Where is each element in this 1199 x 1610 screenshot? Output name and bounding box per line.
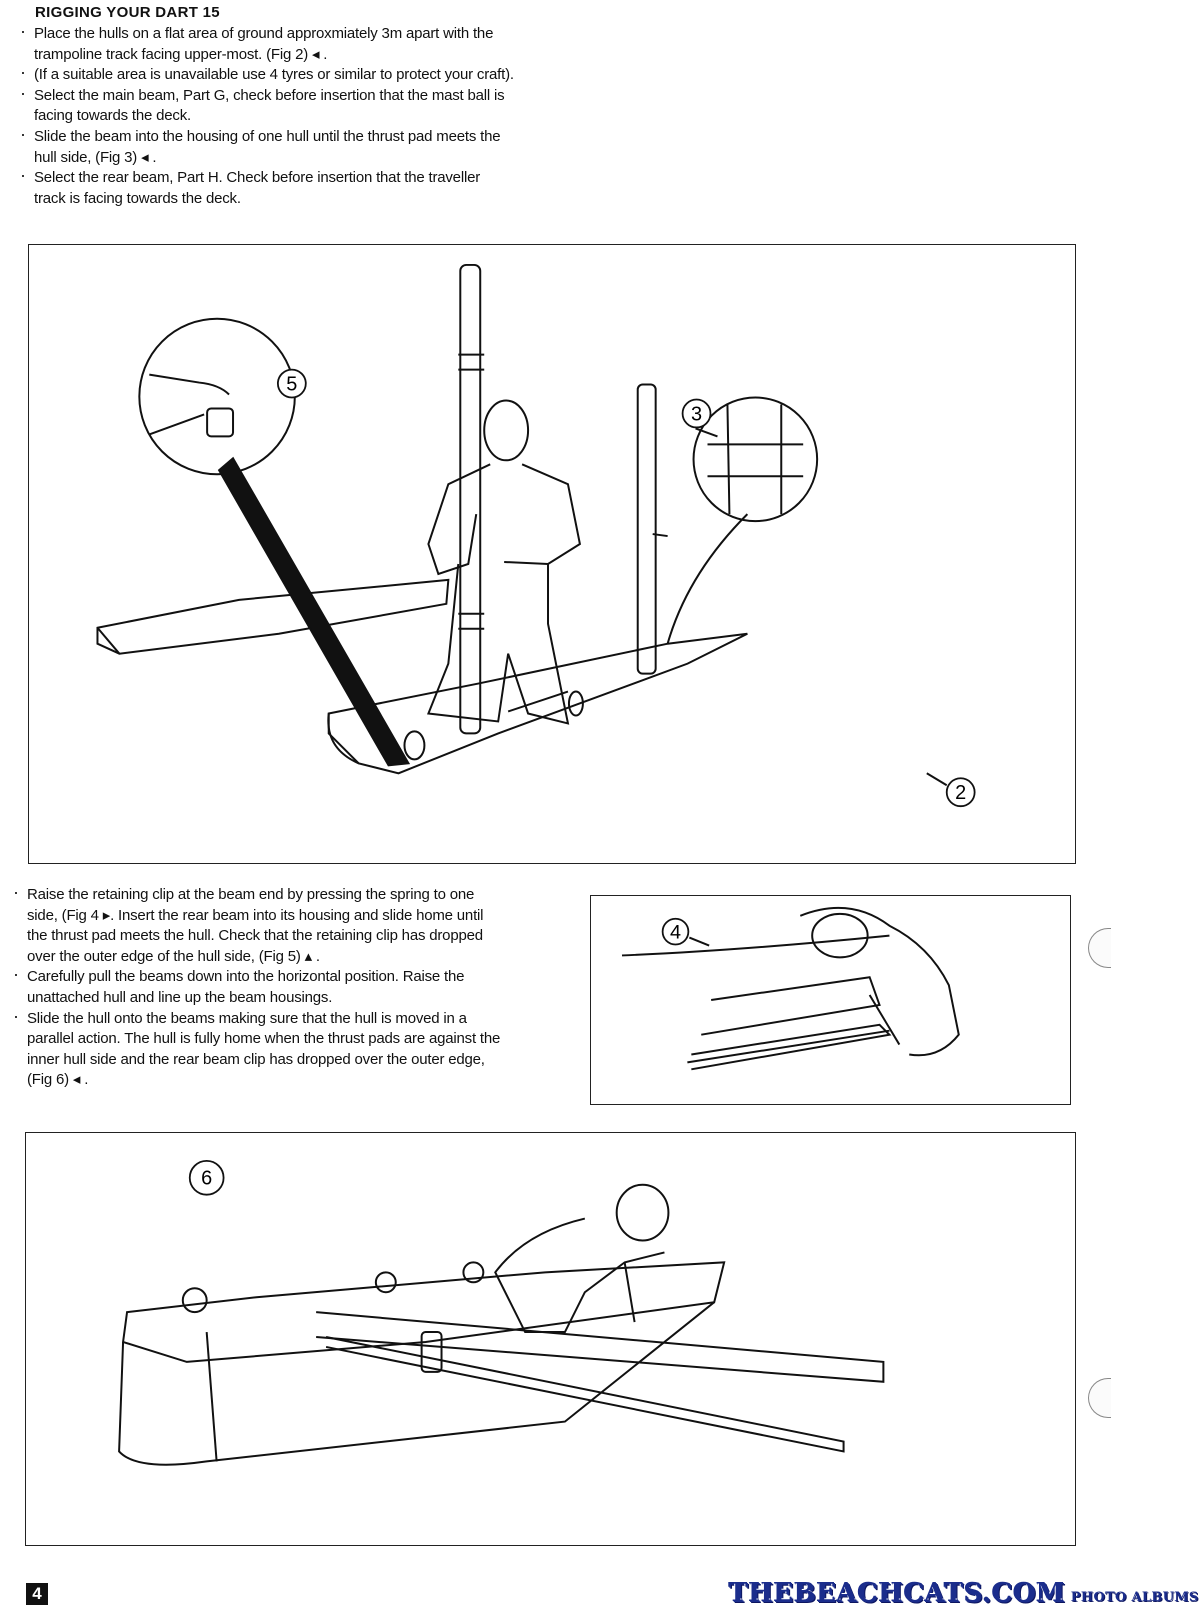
inset-label-3: 3 xyxy=(690,403,703,426)
page-heading: RIGGING YOUR DART 15 xyxy=(35,4,220,21)
instruction-note: · (If a suitable area is unavailable use 4 tyres or similar to protect your craft). xyxy=(34,65,514,86)
figure-label-4: 4 xyxy=(669,921,681,944)
inset-label-5: 5 xyxy=(286,373,298,396)
figure-label-6: 6 xyxy=(201,1167,213,1190)
instruction-step: · Carefully pull the beams down into the horizontal position. Raise the unattached hull and line up the beam housings. xyxy=(27,967,507,1008)
punch-hole xyxy=(1088,1378,1111,1418)
page-number: 4 xyxy=(26,1583,48,1605)
figure-4-illustration xyxy=(591,896,1070,1104)
instructions-middle xyxy=(27,885,507,1091)
instruction-step: · Select the main beam, Part G, check before insertion that the mast ball is facing towards the deck. xyxy=(34,86,514,127)
figure-6-illustration xyxy=(26,1133,1075,1545)
instruction-step: · Place the hulls on a flat area of ground approxmiately 3m apart with the trampoline track facing upper-most. (Fig 2) ◂ . xyxy=(34,24,514,65)
instruction-step: · Select the rear beam, Part H. Check before insertion that the traveller track is facing towards the deck. xyxy=(34,168,514,209)
punch-hole xyxy=(1088,928,1111,968)
instruction-step: · Raise the retaining clip at the beam end by pressing the spring to one side, (Fig 4 ▸. Insert the rear beam into its housing and slide home until the thrust pad meets the hull. Check that the retaining clip has dropped over the outer edge of the hull side, (Fig 5) ▴ . xyxy=(27,885,507,967)
instructions-top xyxy=(34,24,514,209)
instruction-step: · Slide the beam into the housing of one hull until the thrust pad meets the hull side, (Fig 3) ◂ . xyxy=(34,127,514,168)
watermark-sub: PHOTO ALBUMS xyxy=(1070,1590,1199,1605)
watermark-main: THEBEACHCATS.COM xyxy=(728,1578,1065,1608)
figure-6-hull-onto-beams xyxy=(25,1132,1076,1546)
instruction-step: · Slide the hull onto the beams making sure that the hull is moved in a parallel action. The hull is fully home when the thrust pads are against the inner hull side and the rear beam clip has dropped over the outer edge, (Fig 6) ◂ . xyxy=(27,1009,507,1091)
site-watermark xyxy=(728,1578,1199,1608)
figure-4-retaining-clip xyxy=(590,895,1071,1105)
figure-label-2: 2 xyxy=(955,782,967,805)
figure-2-hull-with-beam xyxy=(28,244,1076,864)
